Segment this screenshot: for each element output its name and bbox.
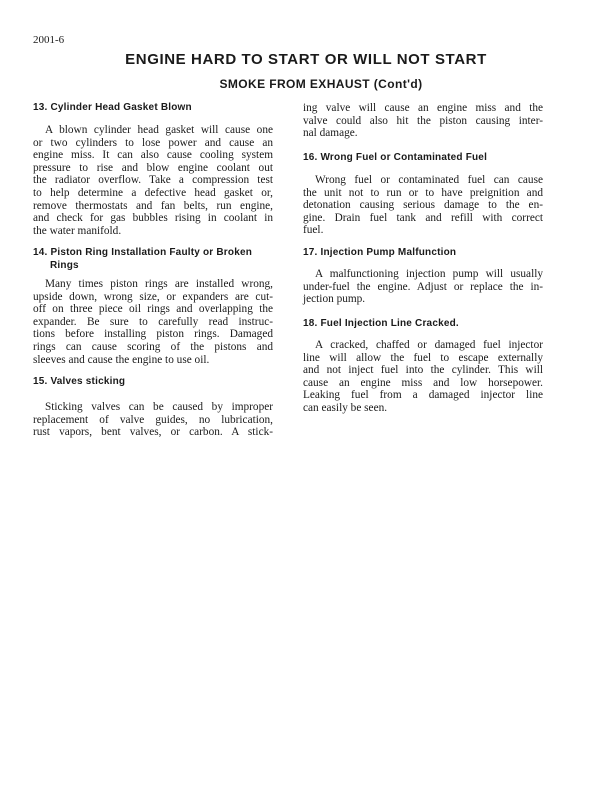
section-14-body	[33, 278, 273, 366]
paragraph-line: under-fuel the engine. Adjust or replace the in-	[303, 280, 543, 293]
section-heading-line: 18. Fuel Injection Line Cracked.	[303, 318, 459, 329]
section-heading-line: 17. Injection Pump Malfunction	[303, 247, 457, 258]
paragraph-line: or two cylinders to lose power and cause an	[33, 136, 273, 149]
section-heading-line: 16. Wrong Fuel or Contaminated Fuel	[303, 152, 488, 163]
paragraph-line: can easily be seen.	[303, 401, 388, 414]
paragraph-line: tions before installing piston rings. Damaged	[33, 328, 273, 341]
paragraph-line: gine. Drain fuel tank and refill with correct	[303, 211, 543, 224]
paragraph-line: engine miss. It can also cause cooling system	[33, 149, 273, 162]
section-13-body	[33, 124, 273, 237]
section-16-body	[303, 174, 543, 237]
section-18-heading	[303, 317, 543, 330]
section-16-heading	[303, 151, 543, 164]
section-15-body	[33, 401, 273, 439]
paragraph-line: rings can cause scoring of the pistons and	[33, 340, 273, 353]
section-17-heading	[303, 246, 543, 259]
paragraph-line: ing valve will cause an engine miss and the	[303, 102, 543, 114]
paragraph-line: Many times piston rings are installed wrong,	[45, 278, 273, 290]
section-18-body	[303, 339, 543, 415]
paragraph-line: the unit not to run or to have preignition and	[303, 186, 543, 199]
paragraph-line: pressure to rise and blow engine coolant out	[33, 161, 273, 174]
page-title: ENGINE HARD TO START OR WILL NOT START	[125, 51, 487, 68]
paragraph-line: jection pump.	[303, 293, 366, 306]
paragraph-line: A cracked, chaffed or damaged fuel injector	[315, 339, 543, 351]
section-17-body	[303, 268, 543, 306]
paragraph-line: sleeves and cause the engine to use oil.	[33, 353, 210, 366]
paragraph-line: the water manifold.	[33, 224, 122, 237]
paragraph-line: fuel.	[303, 224, 324, 237]
section-heading-line: 14. Piston Ring Installation Faulty or Broken	[33, 247, 253, 258]
section-14-heading	[33, 246, 273, 272]
paragraph-line: expander. Be sure to carefully read instruc-	[33, 315, 273, 328]
paragraph-line: replacement of valve guides, no lubrication,	[33, 413, 273, 426]
paragraph-line: Leaking fuel from a damaged injector line	[303, 389, 543, 402]
section-heading-line: 15. Valves sticking	[33, 376, 126, 387]
paragraph-line: and not inject fuel into the cylinder. This will	[303, 364, 543, 377]
paragraph-line: line will allow the fuel to escape externally	[303, 351, 543, 364]
section-13-heading	[33, 101, 273, 114]
paragraph-line: Wrong fuel or contaminated fuel can cause	[315, 174, 543, 186]
paragraph-line: cause an engine miss and low horsepower.	[303, 376, 543, 389]
section-heading-line: Rings	[50, 260, 79, 271]
paragraph-line: to help determine a defective head gasket or,	[33, 186, 273, 199]
paragraph-line: rust vapors, bent valves, or carbon. A stick-	[33, 426, 273, 439]
paragraph-line: A malfunctioning injection pump will usually	[315, 268, 543, 280]
section-15-heading	[33, 375, 273, 388]
section-15-body-continued	[303, 102, 543, 140]
page-number: 2001-6	[33, 34, 65, 46]
paragraph-line: remove thermostats and fan belts, run engine,	[33, 199, 273, 212]
page-subtitle: SMOKE FROM EXHAUST (Cont'd)	[219, 77, 423, 91]
paragraph-line: A blown cylinder head gasket will cause one	[45, 124, 273, 136]
paragraph-line: and check for gas bubbles rising in coolant in	[33, 212, 273, 225]
paragraph-line: nal damage.	[303, 127, 358, 140]
section-heading-line: 13. Cylinder Head Gasket Blown	[33, 102, 192, 113]
paragraph-line: upside down, wrong size, or expanders are cut-	[33, 290, 273, 303]
paragraph-line: detonation causing serious damage to the en-	[303, 199, 543, 212]
paragraph-line: valve could also hit the piston causing inter-	[303, 114, 543, 127]
paragraph-line: the radiator overflow. Take a compression test	[33, 174, 273, 187]
paragraph-line: off on three piece oil rings and overlapping the	[33, 303, 273, 316]
paragraph-line: Sticking valves can be caused by improper	[45, 401, 273, 413]
